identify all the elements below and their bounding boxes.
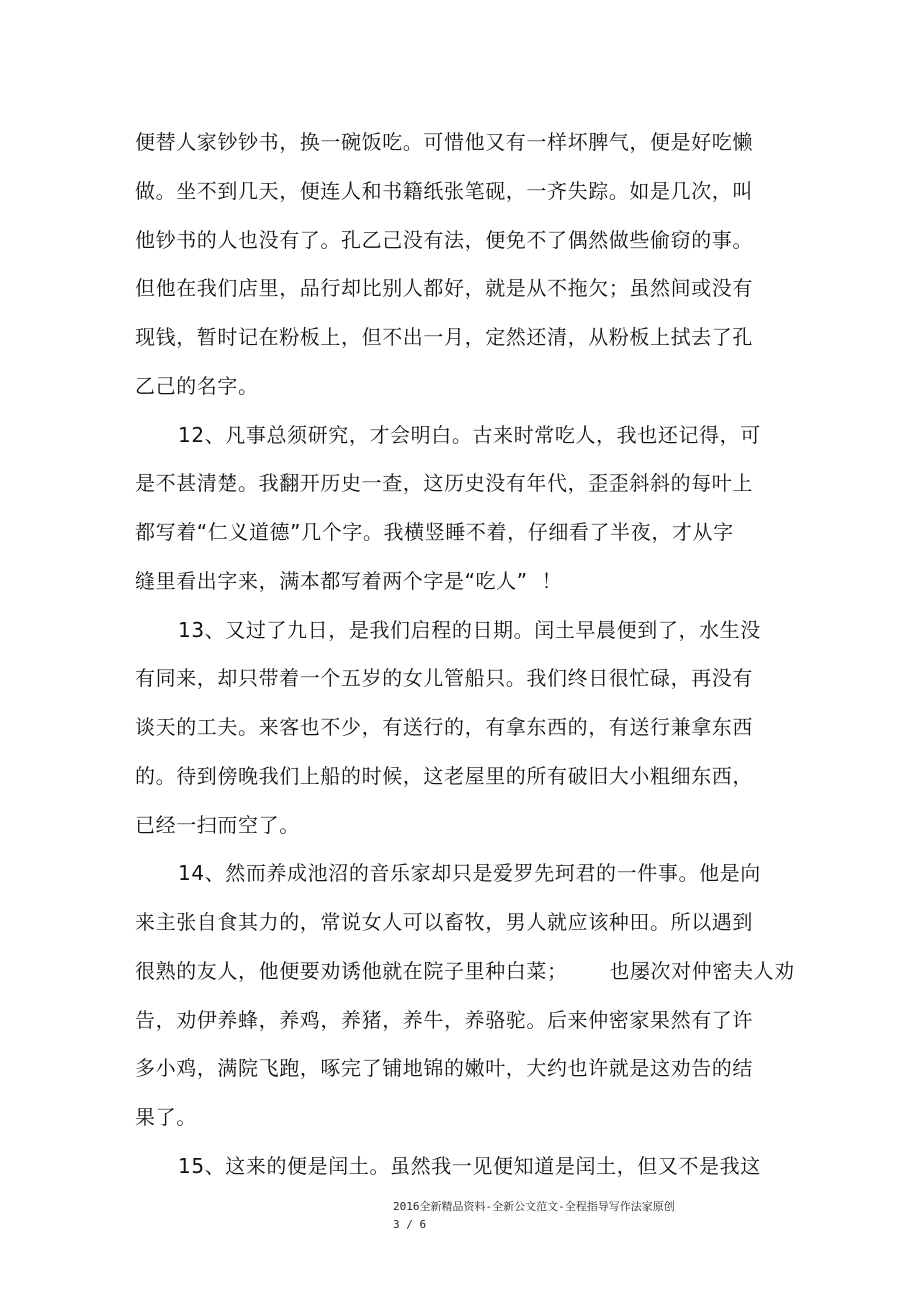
paragraph-12-first-line: 12、凡事总须研究，才会明白。古来时常吃人，我也还记得，可 <box>178 423 761 447</box>
text-line: 乙己的名字。 <box>135 374 259 398</box>
text-line: 都写着“仁义道德”几个字。我横竖睡不着，仔细看了半夜，才从字 <box>135 520 734 544</box>
text-line: 现钱，暂时记在粉板上，但不出一月，定然还清，从粉板上拭去了孔 <box>135 325 753 349</box>
text-line: 很熟的友人，他便要劝诱他就在院子里种白菜； 也屡次对仲密夫人劝 <box>135 959 795 983</box>
text-line: 谈天的工夫。来客也不少，有送行的，有拿东西的，有送行兼拿东西 <box>135 715 753 739</box>
text-line: 缝里看出字来，满本都写着两个字是“吃人” ！ <box>135 569 563 593</box>
paragraph-15-first-line: 15、这来的便是闰土。虽然我一见便知道是闰土，但又不是我这 <box>178 1154 761 1178</box>
text-line: 但他在我们店里，品行却比别人都好，就是从不拖欠；虽然间或没有 <box>135 276 753 300</box>
paragraph-13-first-line: 13、又过了九日，是我们启程的日期。闰土早晨便到了，水生没 <box>178 618 761 642</box>
text-line: 是不甚清楚。我翻开历史一查，这历史没有年代，歪歪斜斜的每叶上 <box>135 471 753 495</box>
page-number: 3 / 6 <box>393 1218 427 1231</box>
text-line: 告，劝伊养蜂，养鸡，养猪，养牛，养骆驼。后来仲密家果然有了许 <box>135 1008 753 1032</box>
text-line: 便替人家钞钞书，换一碗饭吃。可惜他又有一样坏脾气，便是好吃懒 <box>135 130 753 154</box>
text-line: 做。坐不到几天，便连人和书籍纸张笔砚，一齐失踪。如是几次，叫 <box>135 179 753 203</box>
text-line: 多小鸡，满院飞跑，啄完了铺地锦的嫩叶，大约也许就是这劝告的结 <box>135 1056 753 1080</box>
paragraph-14-first-line: 14、然而养成池沼的音乐家却只是爱罗先珂君的一件事。他是向 <box>178 861 761 885</box>
text-line: 果了。 <box>135 1105 197 1129</box>
text-line: 有同来，却只带着一个五岁的女儿管船只。我们终日很忙碌，再没有 <box>135 666 753 690</box>
text-line: 的。待到傍晚我们上船的时候，这老屋里的所有破旧大小粗细东西， <box>135 764 753 788</box>
text-line: 他钞书的人也没有了。孔乙己没有法，便免不了偶然做些偷窃的事。 <box>135 228 753 252</box>
footer-text: 2016全新精品资料-全新公文范文-全程指导写作法家原创 <box>393 1200 675 1213</box>
text-line: 已经一扫而空了。 <box>135 813 300 837</box>
text-line: 来主张自食其力的，常说女人可以畜牧，男人就应该种田。所以遇到 <box>135 910 753 934</box>
